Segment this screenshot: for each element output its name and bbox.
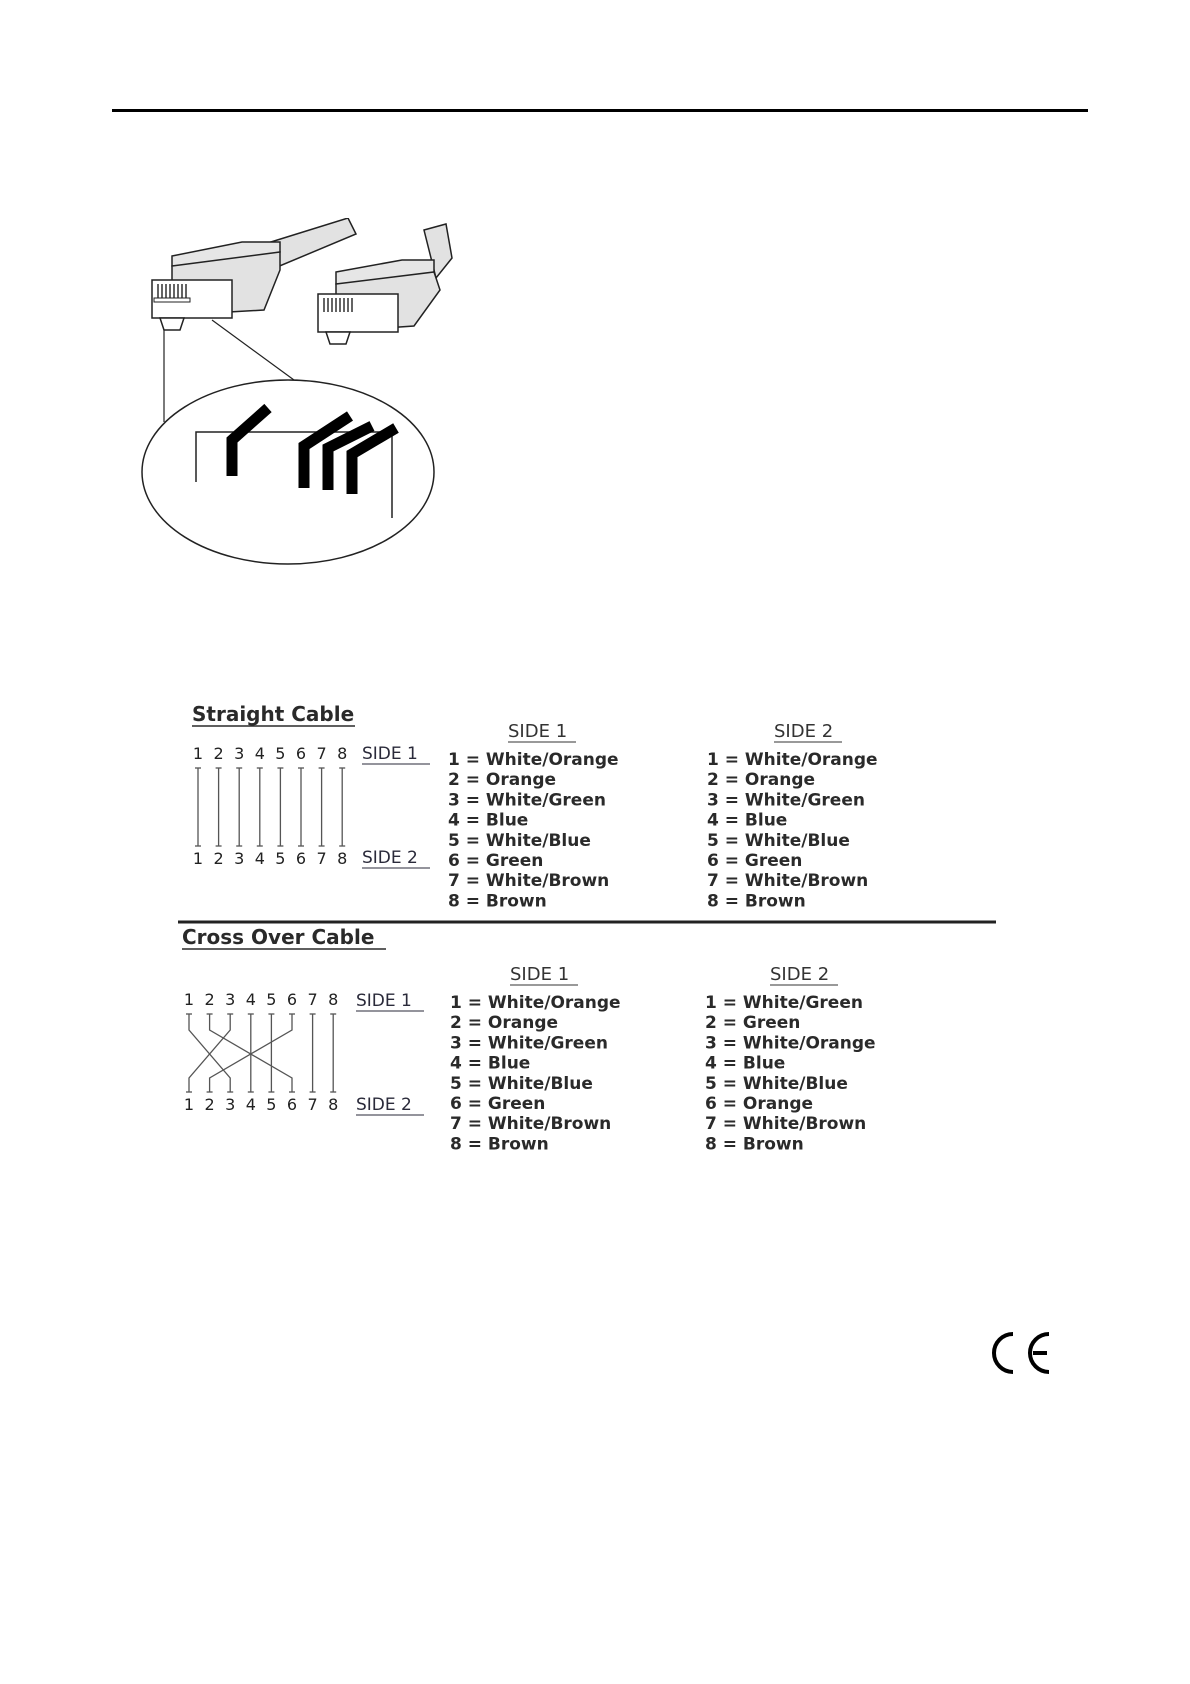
crossover-pins-top — [184, 990, 338, 1009]
crossover-side2-row-5: 5 = White/Blue — [705, 1073, 848, 1094]
straight-side1-list — [448, 750, 619, 911]
straight-side1-label: SIDE 1 — [362, 744, 418, 764]
straight-bottom-pin-3: 3 — [234, 849, 245, 868]
crossover-side1-row-3: 3 = White/Green — [450, 1033, 608, 1054]
crossover-top-pin-8: 8 — [328, 990, 339, 1009]
crossover-side1-list — [450, 993, 621, 1154]
crossover-cable-title: Cross Over Cable — [182, 925, 375, 949]
crossover-top-pin-4: 4 — [245, 990, 256, 1009]
crossover-side2-row-4: 4 = Blue — [705, 1053, 786, 1074]
magnified-view — [142, 380, 434, 564]
straight-top-pin-6: 6 — [295, 744, 307, 763]
crossover-top-pin-7: 7 — [307, 990, 318, 1009]
crossover-bottom-pin-4: 4 — [245, 1095, 256, 1114]
straight-side1-row-7: 7 = White/Brown — [448, 871, 610, 892]
crossover-top-pin-3: 3 — [225, 990, 236, 1009]
header-rule — [112, 109, 1088, 112]
straight-bottom-pin-6: 6 — [295, 849, 307, 868]
straight-side2-label: SIDE 2 — [362, 848, 418, 868]
left-plug-clip — [160, 318, 184, 330]
crossover-side2-row-2: 2 = Green — [705, 1013, 801, 1034]
straight-bottom-pin-5: 5 — [275, 849, 286, 868]
right-plug-tip — [318, 294, 398, 332]
straight-side1-row-8: 8 = Brown — [448, 891, 547, 912]
straight-side2-row-1: 1 = White/Orange — [707, 750, 878, 770]
straight-cable-title: Straight Cable — [192, 702, 355, 726]
straight-side1-row-4: 4 = Blue — [448, 810, 529, 831]
crossover-bottom-pin-6: 6 — [286, 1095, 298, 1114]
straight-side2-row-7: 7 = White/Brown — [707, 871, 869, 892]
straight-side2-row-3: 3 = White/Green — [707, 790, 865, 811]
crossover-side1-row-8: 8 = Brown — [450, 1134, 549, 1155]
straight-side1-row-5: 5 = White/Blue — [448, 830, 591, 851]
crossover-side1-label: SIDE 1 — [356, 991, 412, 1011]
crossover-bottom-pin-7: 7 — [307, 1095, 318, 1114]
straight-pins-top — [193, 744, 347, 763]
straight-side2-row-5: 5 = White/Blue — [707, 830, 850, 851]
straight-bottom-pin-2: 2 — [213, 849, 224, 868]
crossover-wires — [186, 1014, 336, 1092]
straight-top-pin-2: 2 — [213, 744, 224, 763]
rj45-connector-illustration — [140, 218, 480, 578]
straight-side1-row-1: 1 = White/Orange — [448, 750, 619, 770]
straight-top-pin-4: 4 — [254, 744, 265, 763]
straight-bottom-pin-4: 4 — [254, 849, 265, 868]
crossover-bottom-pin-3: 3 — [225, 1095, 236, 1114]
straight-top-pin-8: 8 — [337, 744, 348, 763]
straight-col1-head: SIDE 1 — [508, 721, 568, 742]
crossover-side2-label: SIDE 2 — [356, 1095, 412, 1115]
straight-side1-row-3: 3 = White/Green — [448, 790, 606, 811]
crossover-side1-row-7: 7 = White/Brown — [450, 1114, 612, 1135]
crossover-side1-row-4: 4 = Blue — [450, 1053, 531, 1074]
straight-side1-row-2: 2 = Orange — [448, 770, 557, 791]
crossover-col1-head: SIDE 1 — [510, 964, 570, 985]
crossover-side2-row-8: 8 = Brown — [705, 1134, 804, 1155]
crossover-top-pin-2: 2 — [204, 990, 215, 1009]
crossover-bottom-pin-1: 1 — [183, 1095, 195, 1114]
crossover-side2-row-1: 1 = White/Green — [705, 993, 863, 1013]
straight-side2-row-4: 4 = Blue — [707, 810, 788, 831]
straight-top-pin-5: 5 — [275, 744, 286, 763]
crossover-pins-bottom — [184, 1095, 338, 1114]
straight-top-pin-3: 3 — [234, 744, 245, 763]
straight-side2-row-6: 6 = Green — [707, 851, 803, 871]
straight-bottom-pin-8: 8 — [337, 849, 348, 868]
straight-side1-row-6: 6 = Green — [448, 851, 544, 871]
crossover-side2-list — [705, 993, 876, 1154]
ce-mark-logo — [985, 1330, 1055, 1376]
straight-top-pin-1: 1 — [192, 744, 204, 763]
crossover-side1-row-5: 5 = White/Blue — [450, 1073, 593, 1094]
straight-pins-bottom — [193, 849, 347, 868]
straight-top-pin-7: 7 — [316, 744, 327, 763]
straight-bottom-pin-1: 1 — [192, 849, 204, 868]
straight-wires — [195, 768, 345, 846]
crossover-side1-row-1: 1 = White/Orange — [450, 993, 621, 1013]
crossover-side2-row-7: 7 = White/Brown — [705, 1114, 867, 1135]
crossover-bottom-pin-2: 2 — [204, 1095, 215, 1114]
crossover-bottom-pin-8: 8 — [328, 1095, 339, 1114]
crossover-side1-row-6: 6 = Green — [450, 1094, 546, 1114]
crossover-side2-row-3: 3 = White/Orange — [705, 1033, 876, 1054]
crossover-top-pin-1: 1 — [183, 990, 195, 1009]
straight-side2-row-2: 2 = Orange — [707, 770, 816, 791]
straight-side2-row-8: 8 = Brown — [707, 891, 806, 912]
crossover-side1-row-2: 2 = Orange — [450, 1013, 559, 1034]
right-plug-clip — [326, 332, 350, 344]
crossover-col2-head: SIDE 2 — [770, 964, 830, 985]
crossover-bottom-pin-5: 5 — [266, 1095, 277, 1114]
crossover-side2-row-6: 6 = Orange — [705, 1094, 814, 1114]
crossover-top-pin-5: 5 — [266, 990, 277, 1009]
crossover-top-pin-6: 6 — [286, 990, 298, 1009]
straight-side2-list — [707, 750, 878, 911]
straight-bottom-pin-7: 7 — [316, 849, 327, 868]
straight-col2-head: SIDE 2 — [774, 721, 834, 742]
wiring-diagram — [176, 700, 1016, 1180]
